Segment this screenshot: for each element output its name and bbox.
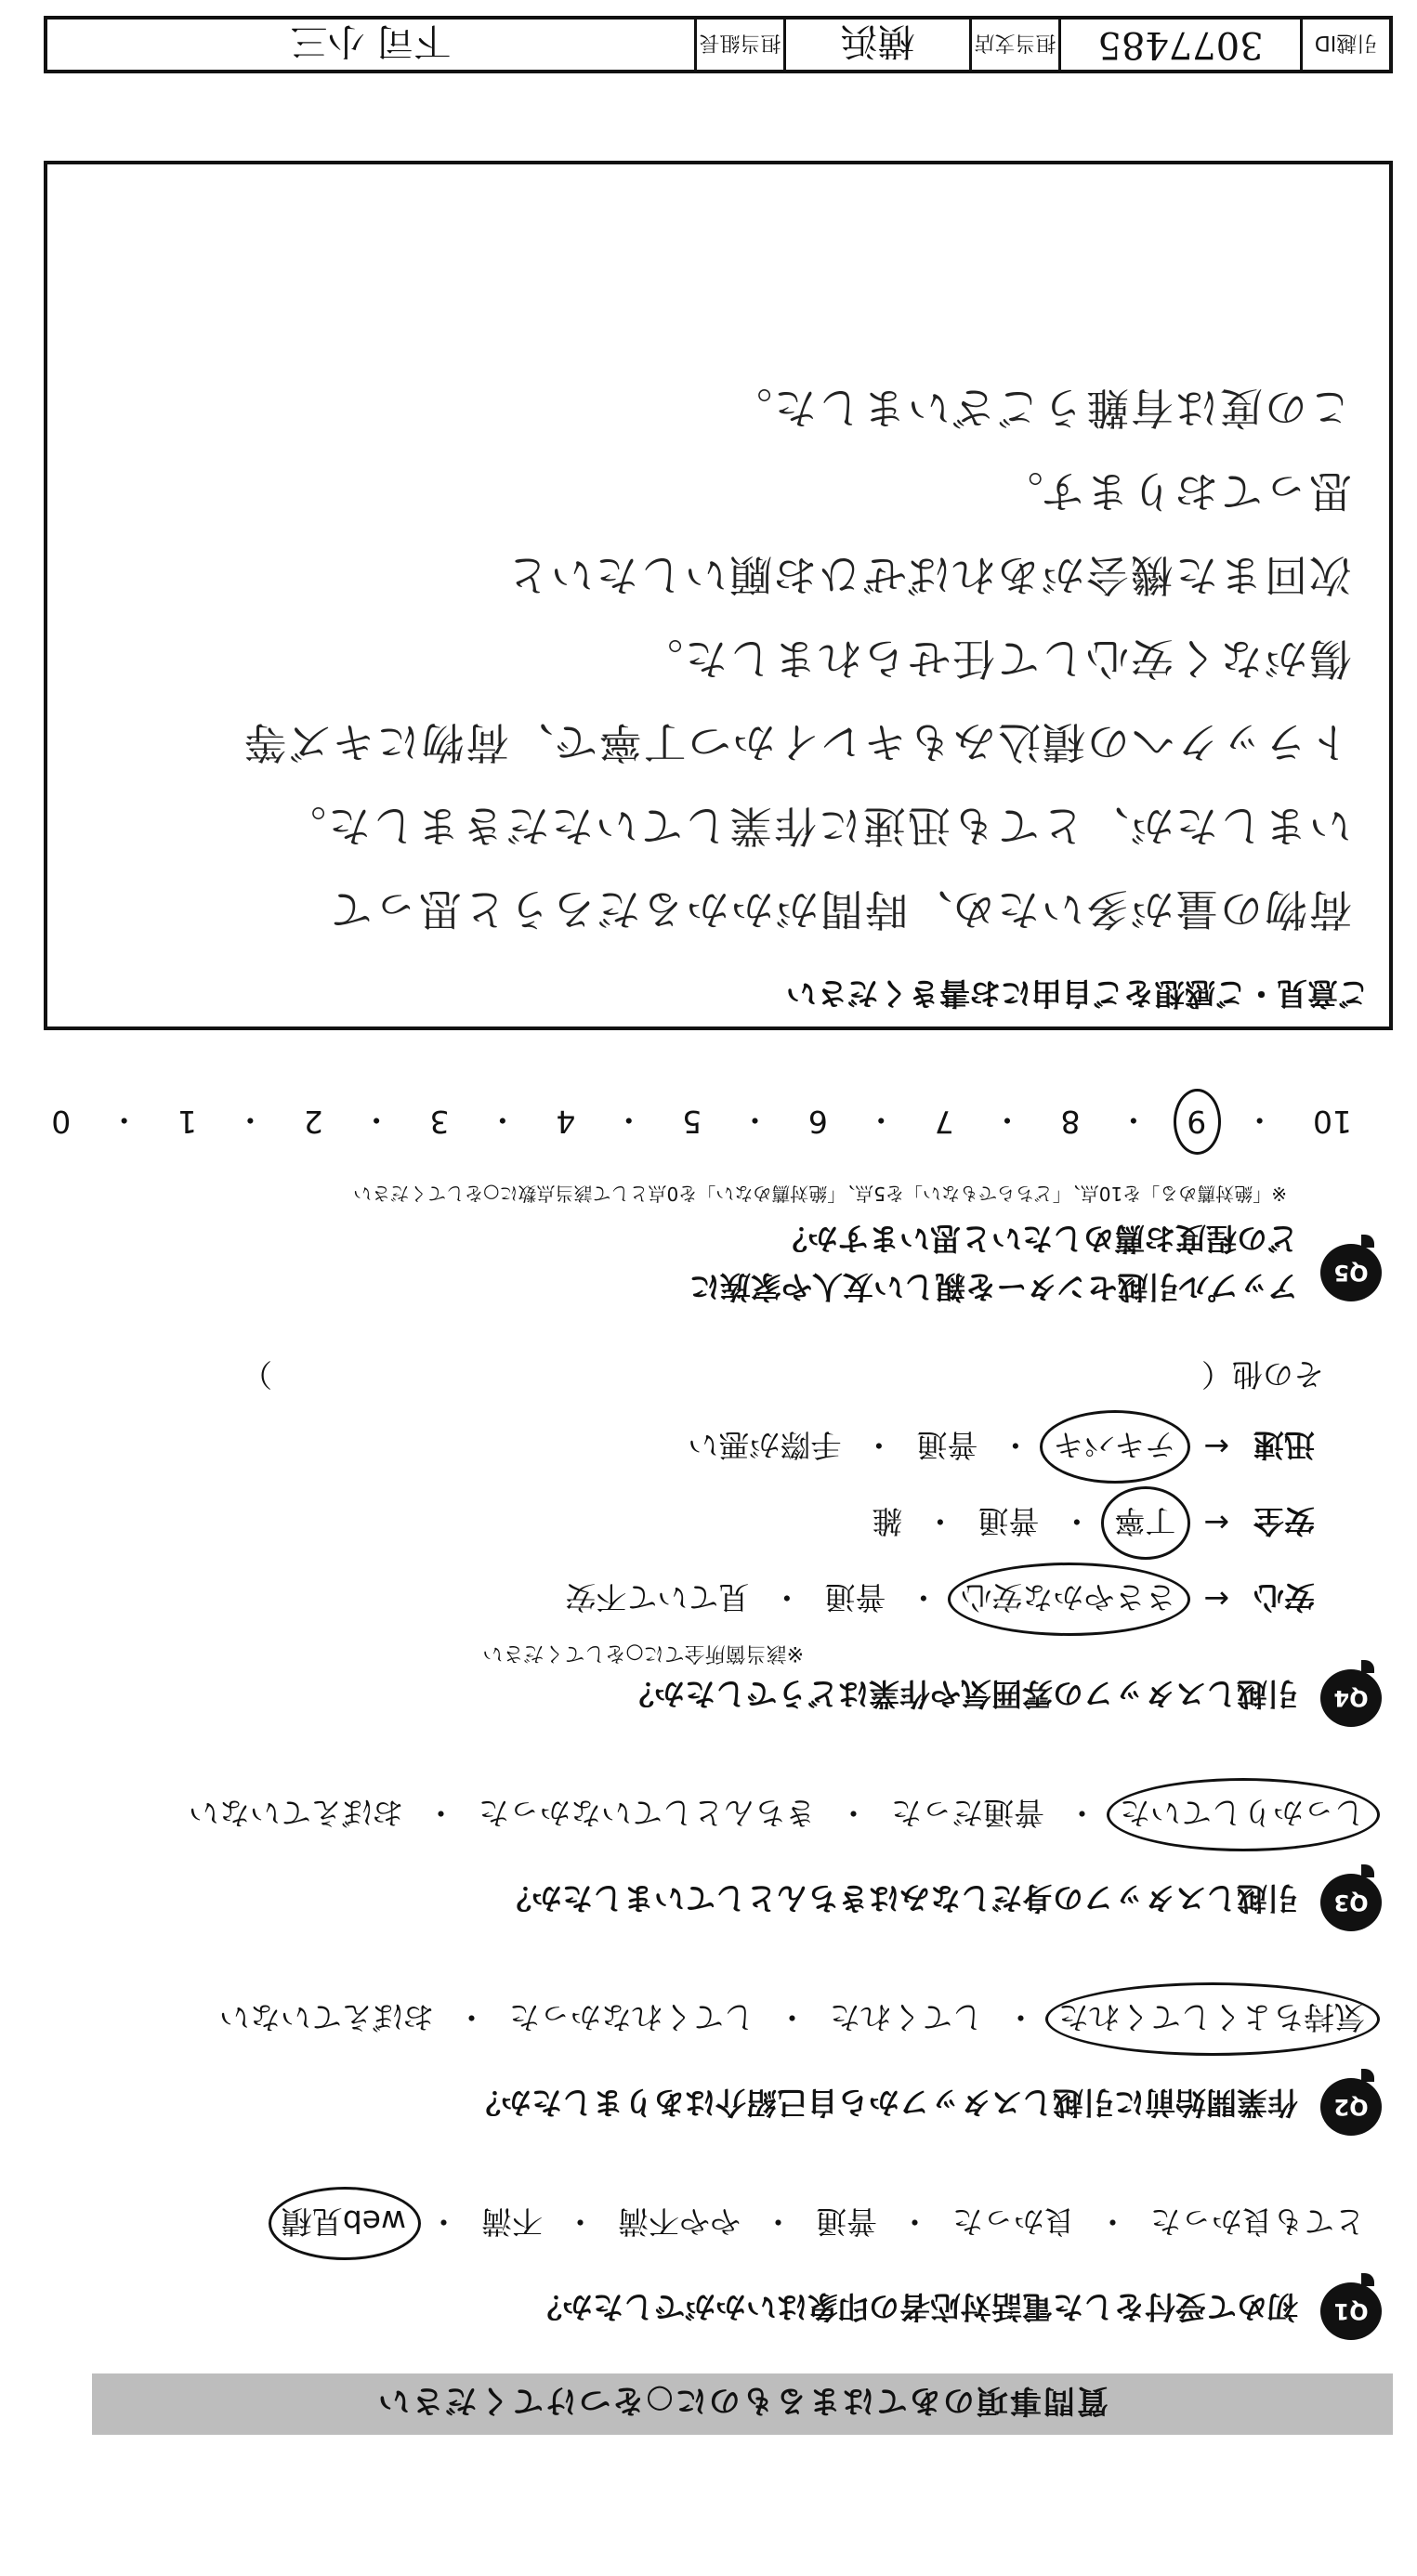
- branch-value[interactable]: 横浜: [783, 20, 969, 70]
- q2-text: 作業開始前に引越しスタッフから自己紹介はありましたか？: [470, 2085, 1298, 2121]
- branch-label: 担当支店: [969, 20, 1058, 70]
- q4-option[interactable]: 雑: [872, 1503, 903, 1539]
- person-label: 担当組長: [694, 20, 783, 70]
- q3-option[interactable]: おぼえていない: [189, 1795, 403, 1831]
- q4-row-label: 迅速: [1253, 1427, 1315, 1463]
- q2-option-selected[interactable]: 気持ちよくしてくれた: [1058, 1997, 1365, 2041]
- id-table: [44, 16, 1393, 73]
- q3-text: 引越しスタッフの身だしなみはきちんとしていましたか？: [501, 1880, 1298, 1916]
- q5-score-selected[interactable]: 9: [1187, 1104, 1207, 1140]
- q3-option[interactable]: きちんとしていなかった: [479, 1795, 816, 1831]
- comment-line: 思っております。: [998, 466, 1352, 517]
- q4-option-selected[interactable]: 丁寧: [1114, 1501, 1175, 1545]
- q3-badge: Q3: [1320, 1874, 1382, 1931]
- q5-scale: 10 ・ 9 ・ 8 ・ 7 ・ 6 ・ 5 ・ 4 ・ 3 ・ 2 ・ 1 ・ 0: [51, 1102, 1352, 1140]
- comment-title: ご意見・ご感想をご自由にお書きください: [786, 975, 1369, 1012]
- q4-row-label: 安全: [1253, 1503, 1315, 1539]
- question-2: [0, 1957, 1417, 2143]
- q5-score[interactable]: 3: [429, 1104, 450, 1140]
- q5-note: ※「絶対薦める」を10点、「どちらでもない」を5点、「絶対薦めない」を0点として該当点数に○をしてください: [353, 1183, 1287, 1205]
- q4-badge: Q4: [1320, 1669, 1382, 1727]
- id-label: 引越ID: [1300, 20, 1389, 70]
- q5-score[interactable]: 2: [303, 1104, 323, 1140]
- q2-badge: Q2: [1320, 2078, 1382, 2136]
- q4-option[interactable]: 普通: [916, 1427, 978, 1463]
- q4-row-1: 安心 ← ささやかな安心 ・ 普通 ・ 見ていて不安: [565, 1577, 1315, 1621]
- q2-options: 気持ちよくしてくれた ・ してくれた ・ してくれなかった ・ おぼえていない: [219, 1997, 1365, 2041]
- question-5: [0, 1041, 1417, 1311]
- comment-line: この度は有難うございました。: [728, 383, 1352, 433]
- q5-score[interactable]: 0: [51, 1104, 72, 1140]
- instruction-banner: 質問事項のあてはまるものに○をつけてください: [92, 2373, 1393, 2435]
- q3-option-selected[interactable]: しっかりしていた: [1120, 1793, 1365, 1837]
- q3-options: しっかりしていた ・ 普通だった ・ きちんとしていなかった ・ おぼえていない: [189, 1793, 1365, 1837]
- q4-option-selected[interactable]: テキパキ: [1053, 1425, 1175, 1469]
- question-3: [0, 1753, 1417, 1939]
- q4-option[interactable]: 普通: [824, 1579, 886, 1615]
- q2-option[interactable]: おぼえていない: [219, 1999, 434, 2035]
- q5-score[interactable]: 10: [1313, 1104, 1352, 1140]
- q5-badge: Q5: [1320, 1244, 1382, 1301]
- comment-line: いましたが、とても迅速に作業していただきました。: [282, 801, 1352, 851]
- q2-option[interactable]: してくれた: [830, 1999, 983, 2035]
- q4-other-close: ）: [242, 1356, 272, 1393]
- comment-line: トラックへの積込みもキレイかつ丁寧で、荷物にキズ等: [242, 717, 1352, 767]
- q1-option[interactable]: 普通: [816, 2203, 877, 2240]
- q4-option[interactable]: 手際が悪い: [688, 1427, 842, 1463]
- q1-option[interactable]: やや不満: [618, 2203, 741, 2240]
- person-value[interactable]: 下司 小三: [290, 20, 452, 63]
- q1-option[interactable]: 良かった: [952, 2203, 1075, 2240]
- q1-option[interactable]: 不満: [481, 2203, 543, 2240]
- arrow-icon: ←: [1203, 1429, 1229, 1465]
- id-value[interactable]: 3077485: [1058, 20, 1300, 70]
- comment-line: 荷物の量が多いため、時間がかかるだろうと思って: [327, 884, 1352, 935]
- q4-option[interactable]: 普通: [977, 1503, 1040, 1539]
- q4-row-3: 迅速 ← テキパキ ・ 普通 ・ 手際が悪い: [688, 1425, 1315, 1469]
- comment-box[interactable]: [44, 161, 1393, 1030]
- q5-score[interactable]: 8: [1060, 1104, 1081, 1140]
- q5-score[interactable]: 4: [556, 1104, 576, 1140]
- q4-row-2: 安全 ← 丁寧 ・ 普通 ・ 雑: [872, 1501, 1315, 1545]
- q3-option[interactable]: 普通だった: [891, 1795, 1044, 1831]
- arrow-icon: ←: [1203, 1505, 1229, 1541]
- q4-text: 引越しスタッフの雰囲気や作業はどうでしたか？: [623, 1676, 1298, 1712]
- q4-note: ※該当箇所全てに○をしてください: [482, 1641, 804, 1665]
- comment-line: 傷がなく安心して任せられました。: [638, 634, 1352, 684]
- q4-row-label: 安心: [1253, 1579, 1315, 1615]
- q4-option[interactable]: 見ていて不安: [565, 1579, 750, 1615]
- q5-text-line1: アップル引越センターを親しい友人や家族に: [689, 1269, 1298, 1305]
- q5-score[interactable]: 5: [682, 1104, 702, 1140]
- q1-options: とても良かった ・ 良かった ・ 普通 ・ やや不満 ・ 不満 ・ web見積: [282, 2202, 1365, 2245]
- q4-other: [242, 1354, 1324, 1398]
- q5-text-line2: どの程度お薦めしたいと思いますか？: [777, 1221, 1298, 1257]
- q4-option-selected[interactable]: ささやかな安心: [961, 1577, 1175, 1621]
- q1-text: 初めて受付をした電話対応者の印象はいかがでしたか？: [531, 2289, 1298, 2325]
- question-1: [0, 2162, 1417, 2347]
- q5-score[interactable]: 1: [177, 1104, 197, 1140]
- q1-option-selected[interactable]: web見積: [282, 2202, 406, 2245]
- q2-option[interactable]: してくれなかった: [509, 1999, 754, 2035]
- q1-badge: Q1: [1320, 2282, 1382, 2340]
- q1-option[interactable]: とても良かった: [1150, 2203, 1365, 2240]
- q5-score[interactable]: 7: [934, 1104, 954, 1140]
- arrow-icon: ←: [1203, 1581, 1229, 1617]
- comment-line: 次回また機会があればぜひお願いしたいと: [505, 550, 1352, 600]
- q4-other-label: その他（: [1201, 1356, 1324, 1393]
- q5-score[interactable]: 6: [807, 1104, 828, 1140]
- question-4: [0, 1356, 1417, 1734]
